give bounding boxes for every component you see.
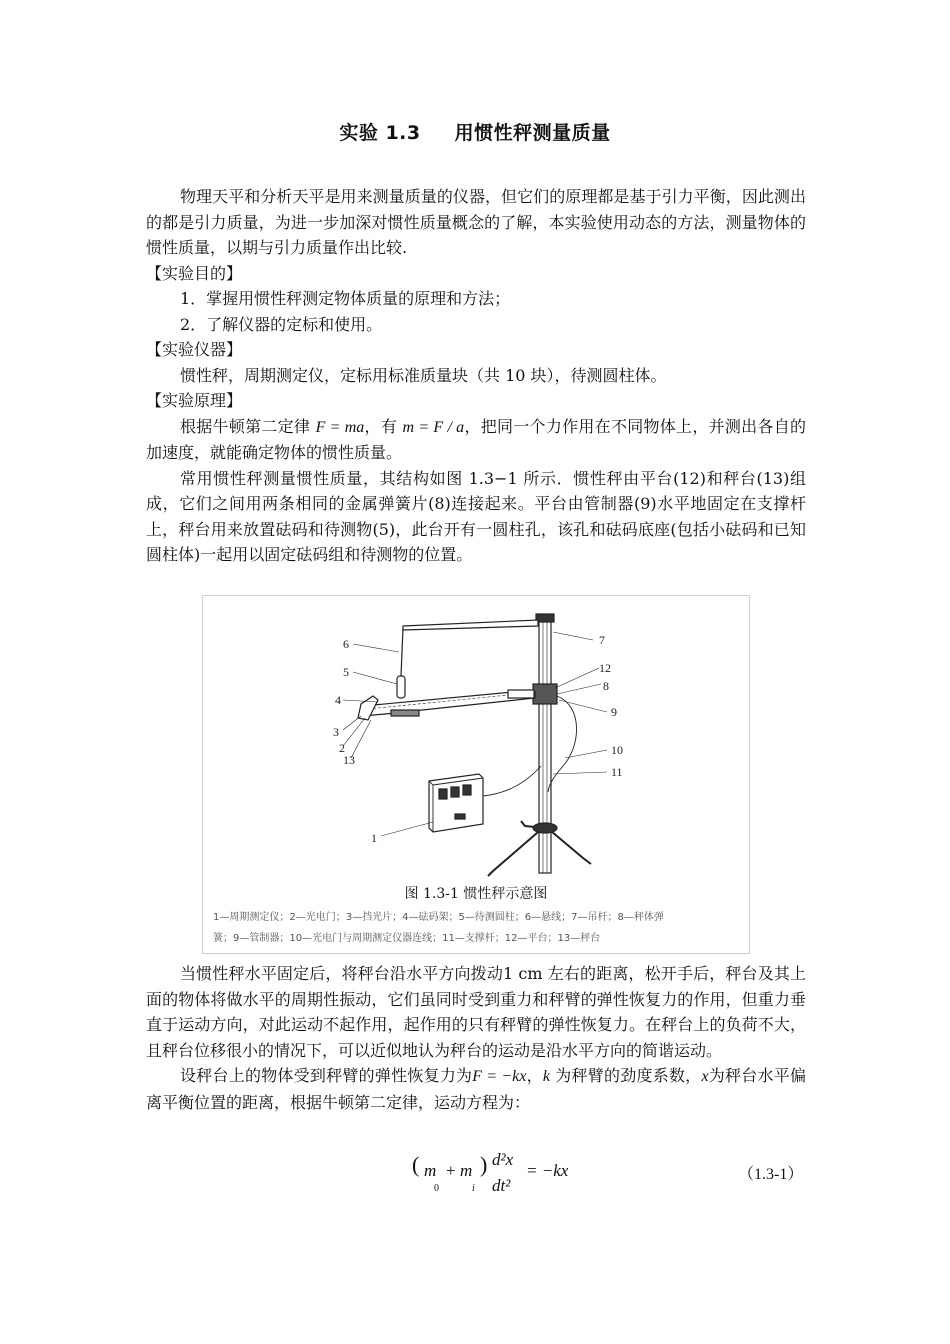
- figure-legend-line-2: 簧；9—管制器；10—光电门与周期测定仪器连线；11—支撑杆；12—平台；13—秤台: [213, 933, 601, 944]
- mass-formula: m = F / a: [402, 418, 465, 436]
- purpose-heading: 【实验目的】: [146, 263, 243, 283]
- eq-numerator: d²x: [492, 1150, 514, 1169]
- principle-paragraph-2: 常用惯性秤测量惯性质量，其结构如图 1.3−1 所示．惯性秤由平台(12)和秤台(13)组成，它们之间用两条相同的金属弹簧片(8)连接起来。平台由管制器(9)水平地固定在支撑杆上，秤台用来放置砝码和待测物(5)，此台开有一圆柱孔，该孔和砝码底座(包括小砝码和已知圆柱体)一起用以固定砝码组和待测物的位置。: [146, 468, 806, 564]
- figure-legend: [213, 907, 739, 949]
- eq-mi: m: [460, 1161, 473, 1180]
- equation-number: （1.3-1）: [738, 1166, 804, 1183]
- inertia-balance-diagram: [203, 596, 749, 886]
- principle-heading: 【实验原理】: [146, 391, 243, 410]
- apparatus-heading: 【实验仪器】: [146, 340, 243, 359]
- eq-right-paren: ): [480, 1152, 488, 1177]
- callout-7: 7: [599, 633, 605, 647]
- body-top: [146, 184, 806, 568]
- stiffness-symbol: k: [542, 1068, 550, 1085]
- p1-text-b: ，有: [364, 416, 403, 436]
- callout-13: 13: [343, 753, 355, 767]
- p1-text-a: 根据牛顿第二定律: [180, 416, 316, 436]
- restoring-force-formula: F = −kx: [472, 1068, 527, 1085]
- eq-sub-0: 0: [434, 1183, 439, 1194]
- principle-paragraph-1: [146, 414, 806, 466]
- p1-text-c: ，把同一个力作用在不同物体上，并测出各自的加速度，就能确定物体的惯性质量。: [146, 416, 806, 462]
- callout-2: 2: [339, 741, 345, 755]
- support-pole: [539, 618, 551, 873]
- platform-block: [508, 690, 534, 698]
- sensor-cable: [548, 696, 577, 792]
- equation-1-3-1: [412, 1150, 812, 1200]
- eq-right-side: = −kx: [526, 1161, 569, 1180]
- pipe-clamp: [533, 684, 557, 704]
- period-timer-device: [429, 774, 483, 832]
- eq-denominator: dt²: [492, 1176, 511, 1195]
- callout-5: 5: [343, 665, 349, 679]
- figure-legend-line-1: 1—周期测定仪；2—光电门；3—挡光片；4—砝码架；5—待测圆柱；6—悬线；7—吊杆；8—秤体弹: [213, 912, 664, 923]
- eq-sub-i: i: [472, 1183, 475, 1194]
- test-cylinder: [397, 676, 405, 698]
- body-bottom: [146, 961, 806, 1115]
- eq-left-paren: (: [412, 1152, 420, 1177]
- p4-text-d: 为秤台水平偏离平衡位置的距离，根据牛顿第二定律，运动方程为：: [146, 1066, 806, 1112]
- weight-holder: [391, 710, 419, 716]
- motion-paragraph: 当惯性秤水平固定后，将秤台沿水平方向拨动1 cm 左右的距离，松开手后，秤台及其上面的物体将做水平的周期性振动，它们虽同时受到重力和秤臂的弹性恢复力的作用，但重力垂直于运动方向，对此运动不起作用，起作用的只有秤臂的弹性恢复力。在秤台上的负荷不大，且秤台位移很小的情况下，可以近似地认为秤台的运动是沿水平方向的简谐运动。: [146, 964, 806, 1060]
- hanger-arm: [403, 620, 538, 630]
- callout-12: 12: [599, 661, 611, 675]
- experiment-number: 实验 1.3: [339, 122, 421, 144]
- p4-text-a: 设秤台上的物体受到秤臂的弹性恢复力为: [180, 1066, 473, 1085]
- callout-10: 10: [611, 743, 623, 757]
- eq-plus: +: [446, 1161, 456, 1180]
- newton-law-formula: F = ma: [315, 418, 365, 436]
- purpose-item-2: 2．了解仪器的定标和使用。: [180, 314, 383, 334]
- figure-box: [202, 595, 750, 954]
- eq-m0: m: [424, 1161, 437, 1180]
- page-title: [0, 118, 950, 145]
- intro-paragraph: 物理天平和分析天平是用来测量质量的仪器，但它们的原理都是基于引力平衡，因此测出的都是引力质量，为进一步加深对惯性质量概念的了解，本实验使用动态的方法，测量物体的惯性质量，以期与引力质量作出比较.: [146, 187, 806, 257]
- displacement-symbol: x: [701, 1068, 709, 1085]
- apparatus-text: 惯性秤，周期测定仪，定标用标准质量块（共 10 块），待测圆柱体。: [180, 365, 667, 385]
- equation-intro-paragraph: [146, 1063, 806, 1115]
- callout-8: 8: [603, 679, 609, 693]
- callout-4: 4: [335, 693, 341, 707]
- callout-9: 9: [611, 705, 617, 719]
- p4-text-c: 为秤臂的劲度系数，: [549, 1066, 702, 1085]
- callout-11: 11: [611, 765, 623, 779]
- experiment-title: 用惯性秤测量质量: [454, 122, 611, 144]
- callout-3: 3: [333, 725, 339, 739]
- p4-text-b: ，: [526, 1066, 543, 1085]
- tripod-leg-left: [488, 826, 545, 876]
- callout-1: 1: [371, 831, 377, 845]
- purpose-item-1: 1．掌握用惯性秤测定物体质量的原理和方法；: [180, 289, 511, 308]
- figure-caption: 图 1.3-1 惯性秤示意图: [404, 886, 548, 902]
- callout-6: 6: [343, 637, 349, 651]
- suspension-thread: [401, 628, 403, 676]
